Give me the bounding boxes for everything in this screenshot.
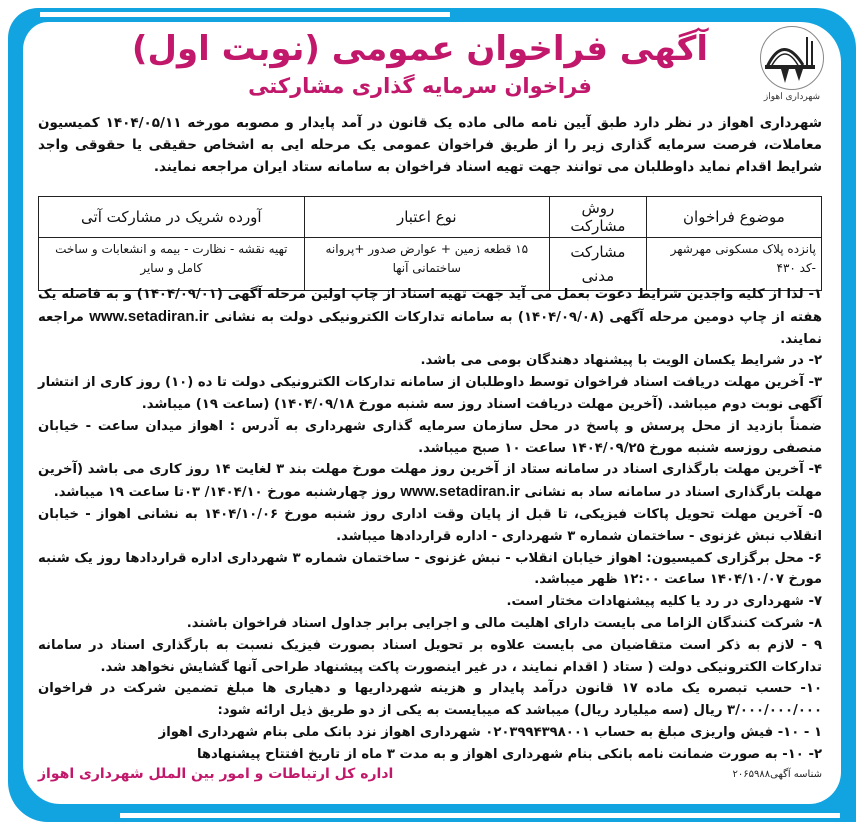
cell-method: مشارکت مدنی [549, 238, 646, 291]
ad-subtitle: فراخوان سرمایه گذاری مشارکتی [248, 74, 592, 98]
list-item: ۲- ۱۰- به صورت ضمانت نامه بانکی بنام شهرداری اهواز و به مدت ۳ ماه از تاریخ افتتاح پیشنهادها [196, 746, 822, 762]
intro-paragraph: شهرداری اهواز در نظر دارد طبق آیین نامه مالی ماده یک قانون در آمد پایدار و مصوبه مورخه ۱۴۰۴/۰۵/۱۱ کمیسیون معاملات، فرصت سرمایه گذاری زیر را از طریق فراخوان عمومی یک مرحله ایی به اشخاص حقیقی یا حقوقی واجد شرایط اقدام نماید داوطلبان می توانند جهت تهیه اسناد فراخوان به سامانه ستاد ایران مراجعه نمایند. [38, 115, 823, 175]
list-item: ۵- آخرین مهلت تحویل پاکات فیزیکی، تا قبل از پایان وقت اداری روز شنبه مورخ ۱۴۰۴/۱۰/۰۶ به نشانی اهواز - خیابان انقلاب نبش غزنوی - ساختمان شماره ۳ شهرداری - اداره قراردادها میباشد. [38, 506, 822, 544]
setadiran-link[interactable]: www.setadiran.ir [400, 483, 520, 501]
call-details-table [38, 196, 822, 291]
list-item: ۳- آخرین مهلت دریافت اسناد فراخوان توسط داوطلبان از سامانه تدارکات الکترونیکی دولت تا ده (۱۰) روز کاری از انتشار آگهی نوبت دوم میباشد. (آخرین مهلت دریافت اسناد روز سه شنبه مورخ ۱۴۰۴/۰۹/۱۸) (ساعت ۱۹) میباشد. [38, 375, 822, 412]
list-item: ۱- لذا از کلیه واجدین شرایط دعوت بعمل می آید جهت تهیه اسناد از چاپ اولین مرحله آگهی (۱۴۰۴/۰۹/۰۱) و به فاصله یک هفته از چاپ دومین مرحله آگهی (۱۴۰۴/۰۹/۰۸) به سامانه تدارکات الکترونیکی دولت به نشانی www.setadiran.ir مراجعه نمایند. [38, 287, 822, 347]
header-partner-contribution: آورده شریک در مشارکت آتی [39, 197, 305, 238]
list-item: ۷- شهرداری در رد یا کلیه پیشنهادات مختار است. [506, 594, 822, 610]
ad-content [24, 26, 836, 802]
list-item: ۴- آخرین مهلت بارگذاری اسناد در سامانه ستاد از آخرین روز مهلت مورخ مهلت بند ۳ لغایت ۱۴ روز کاری می باشد (آخرین مهلت بارگذاری اسناد در سامانه ساد به نشانی www.setadiran.ir روز چهارشنبه مورخ ۱۴۰۴/۱۰/ ۰۳تا ساعت ۱۹ میباشد. [38, 462, 822, 501]
conditions-list [38, 284, 822, 766]
header-method: روش مشارکت [549, 197, 646, 238]
ad-title: آگهی فراخوان عمومی (نوبت اول) [131, 29, 709, 69]
list-item: ضمناً بازدید از محل پرسش و پاسخ در محل سازمان سرمایه گذاری شهرداری به آدرس : اهواز میدان ساعت - خیابان منصفی روزسه شنبه مورخ ۱۴۰۴/۰۹/۲۵ ساعت ۱۰ صبح میباشد. [38, 418, 822, 456]
list-item: ۹ - لازم به ذکر است متقاضیان می بایست علاوه بر تحویل اسناد بصورت فیزیک نسبت به بارگذاری اسناد در سامانه تدارکات الکترونیکی دولت ( ستاد ( اقدام نمایند ، در غیر اینصورت پاکت پیشنهاد طراحی آنها گشایش نخواهد شد. [38, 637, 822, 675]
municipality-logo [752, 26, 832, 102]
frame-accent-line-bottom [120, 813, 840, 818]
frame-accent-line [40, 12, 450, 17]
header-credit-type: نوع اعتبار [304, 197, 549, 238]
list-item: ۶- محل برگزاری کمیسیون: اهواز خیابان انقلاب - نبش غزنوی - ساختمان شماره ۳ شهرداری اداره قراردادها روز یک شنبه مورخ ۱۴۰۴/۱۰/۰۷ ساعت ۱۲:۰۰ ظهر میباشد. [38, 550, 822, 588]
setadiran-link[interactable]: www.setadiran.ir [89, 307, 209, 325]
bridge-icon [760, 26, 824, 90]
ad-id: شناسه آگهی۲۰۶۵۹۸۸ [732, 769, 822, 780]
list-item: ۱۰- حسب تبصره یک ماده ۱۷ قانون درآمد پایدار و هزینه شهرداریها و دهیاری ها مبلغ تضمین شرکت در فراخوان ۳/۰۰۰/۰۰۰/۰۰۰ ریال (سه میلیارد ریال) میباشد که میبایست به یکی از دو طریق ذیل ارائه شود: [38, 681, 822, 719]
cell-subject: پانزده پلاک مسکونی مهرشهر -کد ۴۳۰ [646, 238, 821, 291]
cell-partner-contribution: تهیه نقشه - نظارت - بیمه و انشعابات و ساخت کامل و سایر [39, 238, 305, 291]
header-subject: موضوع فراخوان [646, 197, 821, 238]
list-item: ۲- در شرایط یکسان الویت با پیشنهاد دهندگان بومی می باشد. [420, 353, 822, 369]
table-row [39, 238, 822, 291]
list-item: ۸- شرکت کنندگان الزاما می بایست دارای اهلیت مالی و اجرایی برابر جداول اسناد فراخوان باشند. [186, 615, 822, 631]
list-item: ۱ - ۱۰- فیش واریزی مبلغ به حساب ۰۲۰۳۹۹۴۳۹۸۰۰۱ شهرداری اهواز نزد بانک ملی بنام شهرداری اهواز [158, 724, 822, 740]
issuer-name: اداره کل ارتباطات و امور بین الملل شهرداری اهواز [38, 766, 394, 782]
logo-caption: شهرداری اهواز [763, 92, 821, 102]
cell-credit-type: ۱۵ قطعه زمین + عوارض صدور +پروانه ساختمانی آنها [304, 238, 549, 291]
table-header-row [39, 197, 822, 238]
